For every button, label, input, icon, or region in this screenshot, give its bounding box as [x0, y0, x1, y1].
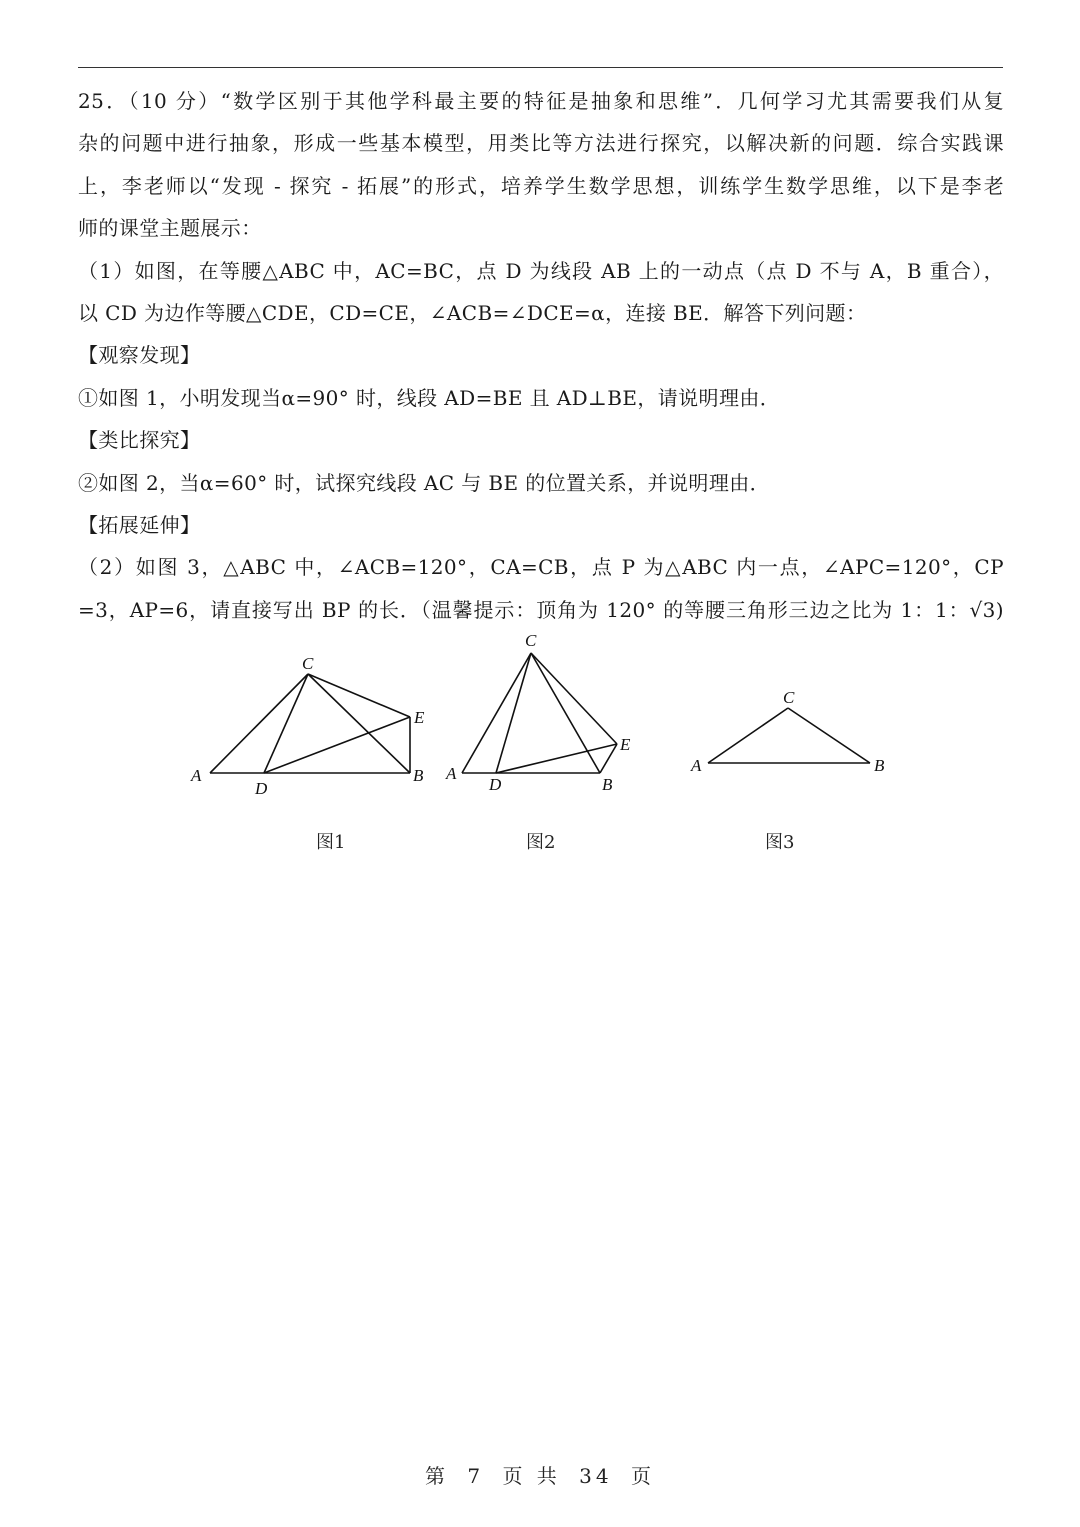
question-line-1: 25．（10 分）“数学区别于其他学科最主要的特征是抽象和思维”．几何学习尤其需要我们从复: [78, 89, 1004, 113]
figure-3-caption: 图3: [765, 832, 795, 853]
fig2-label-c: C: [525, 631, 537, 650]
fig1-label-a: A: [191, 766, 202, 785]
subquestion-2: ②如图 2，当α=60° 时，试探究线段 AC 与 BE 的位置关系，并说明理由．: [78, 470, 771, 495]
figure-1-caption: 图1: [316, 832, 346, 853]
fig2-label-d: D: [489, 775, 502, 794]
footer-total-pages: 34: [579, 1464, 613, 1488]
figure-2-diagram: [462, 653, 617, 773]
top-rule: [78, 67, 1003, 68]
fig2-label-e: E: [620, 735, 631, 754]
section-heading-observe: 【观察发现】: [78, 343, 201, 368]
fig2-label-a: A: [446, 764, 457, 783]
figure-1-diagram: [210, 674, 410, 773]
fig2-label-b: B: [602, 775, 613, 794]
part1-line-2: 以 CD 为边作等腰△CDE，CD=CE，∠ACB=∠DCE=α，连接 BE．解答下列问题：: [78, 300, 867, 325]
question-line-3: 上，李老师以“发现 - 探究 - 拓展”的形式，培养学生数学思想，训练学生数学思维，以下是李老: [78, 173, 1004, 198]
question-line-2: 杂的问题中进行抽象，形成一些基本模型，用类比等方法进行探究，以解决新的问题．综合实践课: [78, 131, 1004, 156]
section-heading-analogy: 【类比探究】: [78, 428, 201, 453]
fig3-label-a: A: [691, 756, 702, 775]
section-heading-extension: 【拓展延伸】: [78, 512, 201, 537]
question-25: [78, 80, 1004, 631]
fig3-label-c: C: [783, 688, 795, 707]
fig1-label-c: C: [302, 654, 314, 673]
subquestion-1: ①如图 1，小明发现当α=90° 时，线段 AD=BE 且 AD⊥BE，请说明理由．: [78, 385, 781, 410]
figure-3-diagram: [708, 708, 870, 763]
footer-middle: 页 共: [502, 1464, 561, 1488]
footer-prefix: 第: [425, 1464, 449, 1488]
part2-line-2: =3，AP=6，请直接写出 BP 的长．（温馨提示：顶角为 120° 的等腰三角形三边之比为 1：1：√3): [78, 597, 1004, 622]
fig3-label-b: B: [874, 756, 885, 775]
question-line-4: 师的课堂主题展示：: [78, 216, 262, 241]
part1-line-1: （1）如图，在等腰△ABC 中，AC=BC，点 D 为线段 AB 上的一动点（点 D 不与 A，B 重合），: [78, 258, 1004, 283]
fig1-label-d: D: [255, 779, 268, 798]
part2-line-1: （2）如图 3，△ABC 中，∠ACB=120°，CA=CB，点 P 为△ABC 内一点，∠APC=120°，CP: [78, 555, 1004, 580]
figure-2-caption: 图2: [526, 832, 556, 853]
fig1-label-e: E: [414, 708, 425, 727]
page-footer: [0, 1460, 1080, 1489]
footer-suffix: 页: [630, 1464, 655, 1488]
fig1-label-b: B: [413, 766, 424, 785]
footer-page-number: 7: [467, 1464, 485, 1488]
